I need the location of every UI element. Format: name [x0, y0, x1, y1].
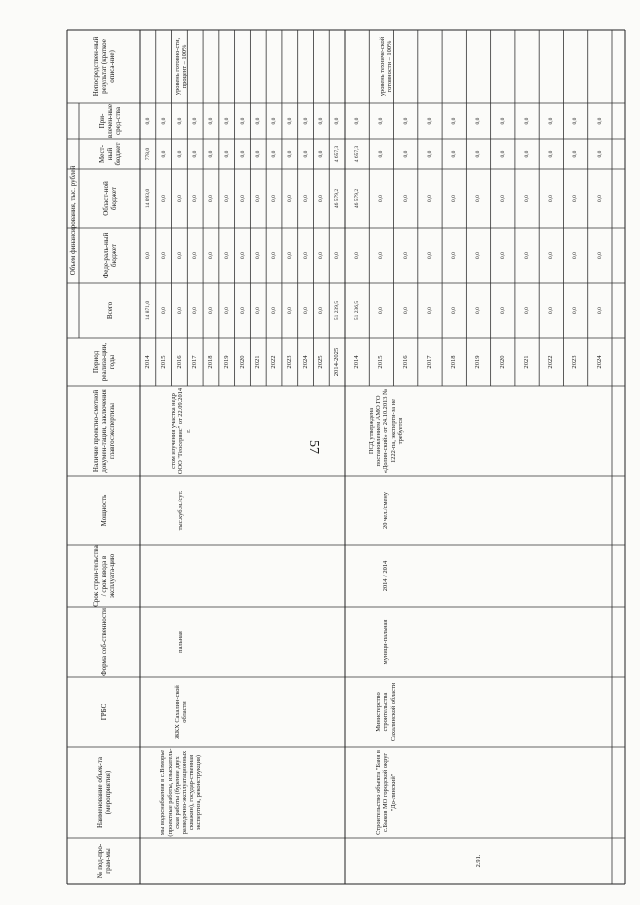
block2-reg-value: 0,0: [451, 195, 458, 202]
block1-fed-value: 0,0: [223, 252, 230, 259]
block2-loc-value: 0,0: [402, 150, 409, 158]
header-grbs: ГРБС: [99, 703, 108, 721]
block2-loc-value: 0,0: [572, 150, 579, 158]
block1-att-value: 0,0: [192, 117, 199, 125]
block2-att-value: 0,0: [426, 117, 433, 125]
block1-loc-value: 0,0: [192, 150, 199, 158]
block1-fed-value: 0,0: [144, 252, 151, 259]
header-loc: Мест-ный бюджет: [97, 142, 122, 166]
block1-total-value: 51 239,5: [334, 300, 341, 321]
block2-loc-value: 0,0: [451, 150, 458, 158]
block2-att-value: 0,0: [596, 117, 603, 125]
block1-att-value: 0,0: [255, 117, 262, 125]
block2-fed-value: 0,0: [548, 252, 555, 259]
header-result: Непосредствен-ный результат (краткое описа-ние): [91, 36, 116, 97]
block1-year: 2025: [317, 355, 325, 369]
block1-att-value: 0,0: [223, 117, 230, 125]
block1-loc-value: 0,0: [239, 150, 246, 158]
block2-reg-value: 0,0: [426, 195, 433, 202]
block1-att-value: 0,0: [271, 117, 278, 125]
block1-reg-value: 46 579,2: [334, 188, 341, 209]
block2-att-value: 0,0: [475, 117, 482, 125]
block2-year: 2024: [595, 355, 603, 369]
block1-att-value: 0,0: [334, 117, 341, 125]
block1-cap: тыс.куб.м./сут.: [177, 490, 185, 531]
block2-year: 2020: [498, 355, 506, 369]
block2-reg-value: 0,0: [524, 195, 531, 202]
block1-year: 2023: [285, 355, 293, 369]
block2-name: Строительство объекта "Баня в с.Быков МО городской округ "До-линский": [375, 750, 397, 835]
block1-year: 2014-2025: [333, 347, 341, 377]
block2-year: 2014: [353, 355, 361, 369]
block2-year: 2022: [547, 355, 555, 369]
block1-fed-value: 0,0: [302, 252, 309, 259]
block1-year: 2017: [191, 355, 199, 369]
block2-att-value: 0,0: [402, 117, 409, 125]
block2-loc-value: 0,0: [426, 150, 433, 158]
block2-year: 2023: [571, 355, 579, 369]
block1-reg-value: 0,0: [239, 195, 246, 202]
block2-fed-value: 0,0: [378, 252, 385, 259]
block2-att-value: 0,0: [499, 117, 506, 125]
block2-year: 2016: [401, 355, 409, 369]
block1-loc-value: 0,0: [176, 150, 183, 158]
block2-total-value: 0,0: [426, 307, 433, 314]
block1-total-value: 0,0: [286, 307, 293, 314]
block1-att-value: 0,0: [176, 117, 183, 125]
block1-loc-value: 0,0: [286, 150, 293, 158]
block1-loc-value: 0,0: [318, 150, 325, 158]
block2-fed-value: 0,0: [354, 252, 361, 259]
block1-att-value: 0,0: [144, 117, 151, 125]
block1-year: 2019: [222, 355, 230, 369]
block1-reg-value: 0,0: [318, 195, 325, 202]
block2-loc-value: 4 657,3: [354, 145, 361, 163]
block1-total-value: 0,0: [271, 307, 278, 314]
block1-loc-value: 0,0: [223, 150, 230, 158]
block2-design: ПСД утверждена постановлением АМО ГО «Долин-ский» от 24.10.2013 № 1222-па, эксперти-за не требуется: [367, 388, 404, 474]
block1-att-value: 0,0: [286, 117, 293, 125]
block1-total-value: 0,0: [239, 307, 246, 314]
block2-year: 2021: [523, 355, 531, 369]
page-number: 57: [306, 440, 321, 454]
block1-reg-value: 0,0: [223, 195, 230, 202]
block1-reg-value: 0,0: [271, 195, 278, 202]
block1-total-value: 0,0: [207, 307, 214, 314]
header-dates: Срок строи-тельства / срок ввода в эксплуата-цию: [91, 545, 116, 607]
block1-fed-value: 0,0: [207, 252, 214, 259]
block1-year: 2022: [270, 355, 278, 369]
block1-fed-value: 0,0: [160, 252, 167, 259]
block2-fed-value: 0,0: [524, 252, 531, 259]
block2-own: муници-пальная: [382, 619, 390, 665]
header-funding-group: Объем финансирования, тыс. рублей: [69, 165, 77, 276]
block2-reg-value: 0,0: [402, 195, 409, 202]
block2-att-value: 0,0: [548, 117, 555, 125]
block1-year: 2020: [238, 355, 246, 369]
header-att: При-влечен-ные сред-ства: [97, 104, 122, 138]
block2-loc-value: 0,0: [524, 150, 531, 158]
block2-att-value: 0,0: [572, 117, 579, 125]
block1-year: 2024: [301, 355, 309, 369]
block1-total-value: 0,0: [176, 307, 183, 314]
block2-result: уровень техниче-ской готовности – 100%: [378, 36, 393, 97]
block1-fed-value: 0,0: [286, 252, 293, 259]
block2-total-value: 0,0: [572, 307, 579, 314]
block1-loc-value: 4 657,3: [334, 145, 341, 163]
block2-fed-value: 0,0: [451, 252, 458, 259]
block1-own: пальная: [177, 631, 185, 653]
block1-fed-value: 0,0: [271, 252, 278, 259]
block2-year: 2019: [474, 355, 482, 369]
block2-fed-value: 0,0: [499, 252, 506, 259]
header-period: Период реализа-ции, годы: [91, 342, 116, 382]
block1-reg-value: 0,0: [302, 195, 309, 202]
block2-total-value: 0,0: [596, 307, 603, 314]
block2-reg-value: 0,0: [378, 195, 385, 202]
block2-loc-value: 0,0: [548, 150, 555, 158]
block1-att-value: 0,0: [302, 117, 309, 125]
block2-total-value: 0,0: [499, 307, 506, 314]
block2-fed-value: 0,0: [475, 252, 482, 259]
block2-loc-value: 0,0: [475, 150, 482, 158]
block1-reg-value: 14 093,0: [144, 188, 151, 209]
block2-reg-value: 0,0: [499, 195, 506, 202]
block2-year: 2018: [450, 355, 458, 369]
block2-reg-value: 0,0: [475, 195, 482, 202]
block1-year: 2018: [206, 355, 214, 369]
block2-reg-value: 46 579,2: [354, 188, 361, 209]
block1-att-value: 0,0: [239, 117, 246, 125]
block1-total-value: 0,0: [255, 307, 262, 314]
block1-total-value: 14 871,0: [144, 300, 151, 321]
block1-total-value: 0,0: [223, 307, 230, 314]
block1-total-value: 0,0: [302, 307, 309, 314]
header-no: № под-про-грам-мы: [95, 843, 112, 879]
block2-fed-value: 0,0: [572, 252, 579, 259]
block2-att-value: 0,0: [354, 117, 361, 125]
block2-fed-value: 0,0: [426, 252, 433, 259]
block2-year: 2017: [425, 355, 433, 369]
block1-year: 2021: [254, 355, 262, 369]
block2-total-value: 0,0: [451, 307, 458, 314]
block2-total-value: 51 236,5: [354, 300, 361, 321]
block2-fed-value: 0,0: [596, 252, 603, 259]
block1-year: 2016: [175, 355, 183, 369]
block1-att-value: 0,0: [207, 117, 214, 125]
block1-year: 2014: [143, 355, 151, 369]
block1-total-value: 0,0: [318, 307, 325, 314]
block1-reg-value: 0,0: [286, 195, 293, 202]
block2-att-value: 0,0: [451, 117, 458, 125]
block1-loc-value: 0,0: [271, 150, 278, 158]
block2-grbs: Министерство строительства Сахалинской области: [375, 682, 397, 742]
block1-fed-value: 0,0: [192, 252, 199, 259]
block1-name: мы водоснабжения в с.Взморье (проектные работы, изыскатель-ская работы (бурение двух разведочно-эксплуатационных скважин), государ-ственная экспертиза, реконструкция): [159, 748, 203, 837]
block1-reg-value: 0,0: [176, 195, 183, 202]
block1-year: 2015: [159, 355, 167, 369]
block1-fed-value: 0,0: [318, 252, 325, 259]
block2-total-value: 0,0: [524, 307, 531, 314]
header-fed: Феде-раль-ный бюджет: [101, 232, 118, 279]
block1-fed-value: 0,0: [334, 252, 341, 259]
block1-reg-value: 0,0: [160, 195, 167, 202]
block1-att-value: 0,0: [160, 117, 167, 125]
block1-total-value: 0,0: [160, 307, 167, 314]
block1-fed-value: 0,0: [255, 252, 262, 259]
block1-fed-value: 0,0: [239, 252, 246, 259]
block2-fed-value: 0,0: [402, 252, 409, 259]
block1-design: стом изучения участка недр ООО "Геосервис" от 22.09.2014 г.: [170, 387, 192, 475]
block2-no: 2.91.: [474, 854, 482, 868]
block1-loc-value: 0,0: [207, 150, 214, 158]
block2-total-value: 0,0: [548, 307, 555, 314]
header-total: Всего: [105, 301, 114, 320]
block2-total-value: 0,0: [402, 307, 409, 314]
block1-result: уровень готовно-сти, процент – 100%: [173, 37, 188, 96]
block1-loc-value: 0,0: [302, 150, 309, 158]
block1-loc-value: 0,0: [255, 150, 262, 158]
block2-loc-value: 0,0: [596, 150, 603, 158]
block2-total-value: 0,0: [475, 307, 482, 314]
block2-att-value: 0,0: [378, 117, 385, 125]
header-cap: Мощность: [99, 494, 108, 527]
block1-reg-value: 0,0: [207, 195, 214, 202]
block2-att-value: 0,0: [524, 117, 531, 125]
block2-reg-value: 0,0: [548, 195, 555, 202]
header-name: Наименование объек-та (мероприятия): [95, 757, 112, 828]
block1-reg-value: 0,0: [192, 195, 199, 202]
block2-total-value: 0,0: [378, 307, 385, 314]
block1-fed-value: 0,0: [176, 252, 183, 259]
header-reg: Област-ной бюджет: [101, 181, 118, 216]
block2-cap: 20 чел./смену: [382, 492, 390, 529]
block1-grbs: ЖКХ Сахалин-ской области: [173, 685, 188, 739]
header-design: Наличие проектно-сметной докумен-тации, заключения главгосэкспертизы: [91, 389, 116, 473]
block1-loc-value: 778,0: [144, 147, 151, 161]
block2-reg-value: 0,0: [596, 195, 603, 202]
block2-year: 2015: [377, 355, 385, 369]
block1-att-value: 0,0: [318, 117, 325, 125]
block2-reg-value: 0,0: [572, 195, 579, 202]
block1-reg-value: 0,0: [255, 195, 262, 202]
block2-loc-value: 0,0: [378, 150, 385, 158]
block1-loc-value: 0,0: [160, 150, 167, 158]
block2-dates: 2014 / 2014: [382, 560, 390, 592]
block2-loc-value: 0,0: [499, 150, 506, 158]
block1-total-value: 0,0: [192, 307, 199, 314]
header-own: Форма соб-ственности: [99, 608, 108, 676]
